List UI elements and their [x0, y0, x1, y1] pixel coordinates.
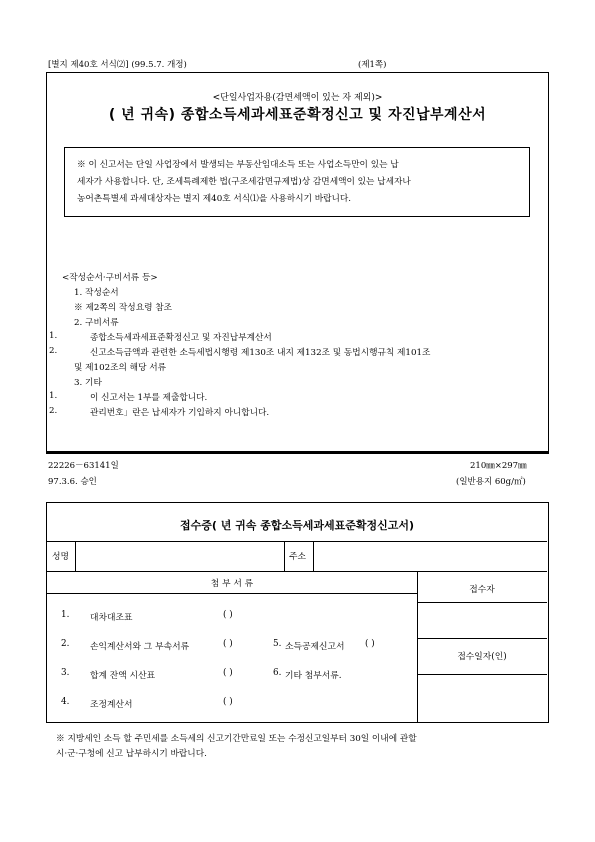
form-frame-bottom-rule [46, 452, 549, 454]
paper-size: 210㎜×297㎜ [470, 461, 527, 471]
attachment-check-box[interactable]: ( ) [365, 639, 375, 649]
attachment-item: 대차대조표 [90, 613, 133, 623]
attachments-header: 첨 부 서 류 [210, 579, 254, 589]
address-field[interactable] [315, 543, 543, 569]
receiver-label: 접수자 [469, 585, 495, 595]
receipt-date-field[interactable] [419, 676, 545, 720]
page-number: (제1쪽) [358, 60, 387, 70]
address-label: 주소 [289, 552, 306, 562]
instruction-number: 1. [49, 391, 58, 401]
instruction-line: ※ 제2쪽의 작성요령 참조 [74, 303, 173, 313]
form-reference: [별지 제40호 서식⑵] (99.5.7. 개정) [48, 60, 187, 70]
attachment-number: 1. [61, 610, 70, 620]
name-field[interactable] [77, 543, 282, 569]
attachment-number: 6. [273, 668, 282, 678]
receipt-table [46, 502, 549, 723]
instruction-number: 2. [49, 406, 58, 416]
attachment-item: 조정계산서 [90, 700, 133, 710]
instruction-line: 3. 기타 [74, 378, 102, 388]
instruction-line: 관리번호」란은 납세자가 기입하지 아니합니다. [90, 408, 270, 418]
instruction-line: 2. 구비서류 [74, 318, 119, 328]
attachment-check-box[interactable]: ( ) [223, 668, 233, 678]
instruction-line: 신고소득금액과 관련한 소득세법시행령 제130조 내지 제132조 및 동법시행규칙 제101조 [90, 348, 431, 358]
instruction-line: 1. 작성순서 [74, 288, 119, 298]
attachment-check-box[interactable]: ( ) [223, 697, 233, 707]
attachment-check-box[interactable]: ( ) [223, 610, 233, 620]
form-title: ( 년 귀속) 종합소득세과세표준확정신고 및 자진납부계산서 [108, 107, 487, 123]
receiver-field[interactable] [419, 604, 545, 636]
approval-date: 97.3.6. 승인 [48, 477, 97, 487]
local-tax-note: ※ 지방세인 소득 할 주민세를 소득세의 신고기간만료일 또는 수정신고일부터 30일 이내에 관할 [56, 734, 417, 744]
instruction-number: 1. [49, 331, 58, 341]
attachment-item: 소득공제신고서 [285, 642, 345, 652]
attachment-item: 기타 첨부서류. [285, 671, 342, 681]
instruction-number: 2. [49, 346, 58, 356]
notice-line: ※ 이 신고서는 단일 사업장에서 발생되는 부동산임대소득 또는 사업소득만이 있는 납 [77, 160, 399, 170]
instructions-heading: <작성순서·구비서류 등> [62, 273, 158, 283]
form-subtitle: <단일사업자용(감면세액이 있는 자 제외)> [212, 93, 383, 103]
instruction-line: 종합소득세과세표준확정신고 및 자진납부계산서 [90, 333, 272, 343]
attachment-number: 5. [273, 639, 282, 649]
notice-line: 세자가 사용합니다. 단, 조세특례제한 법(구조세감면규제법)상 감면세액이 있는 납세자나 [77, 177, 411, 187]
paper-type: (일반용지 60g/㎡) [456, 477, 526, 487]
instruction-line: 및 제102조의 해당 서류 [74, 363, 167, 373]
receipt-title: 접수증( 년 귀속 종합소득세과세표준확정신고서) [179, 519, 415, 532]
instruction-line: 이 신고서는 1부를 제출합니다. [90, 393, 208, 403]
notice-line: 농어촌특별세 과세대상자는 별지 제40호 서식⑴을 사용하시기 바랍니다. [77, 194, 352, 204]
receipt-date-label: 접수일자(인) [457, 652, 507, 662]
attachment-number: 2. [61, 639, 70, 649]
name-label: 성명 [52, 552, 69, 562]
notice-box [64, 147, 530, 217]
form-code: 22226－63141일 [48, 461, 119, 471]
attachment-check-box[interactable]: ( ) [223, 639, 233, 649]
attachment-item: 합계 잔액 시산표 [90, 671, 156, 681]
local-tax-note: 시·군·구청에 신고 납부하시기 바랍니다. [56, 749, 207, 759]
attachment-number: 4. [61, 697, 70, 707]
attachment-number: 3. [61, 668, 70, 678]
attachment-item: 손익계산서와 그 부속서류 [90, 642, 190, 652]
